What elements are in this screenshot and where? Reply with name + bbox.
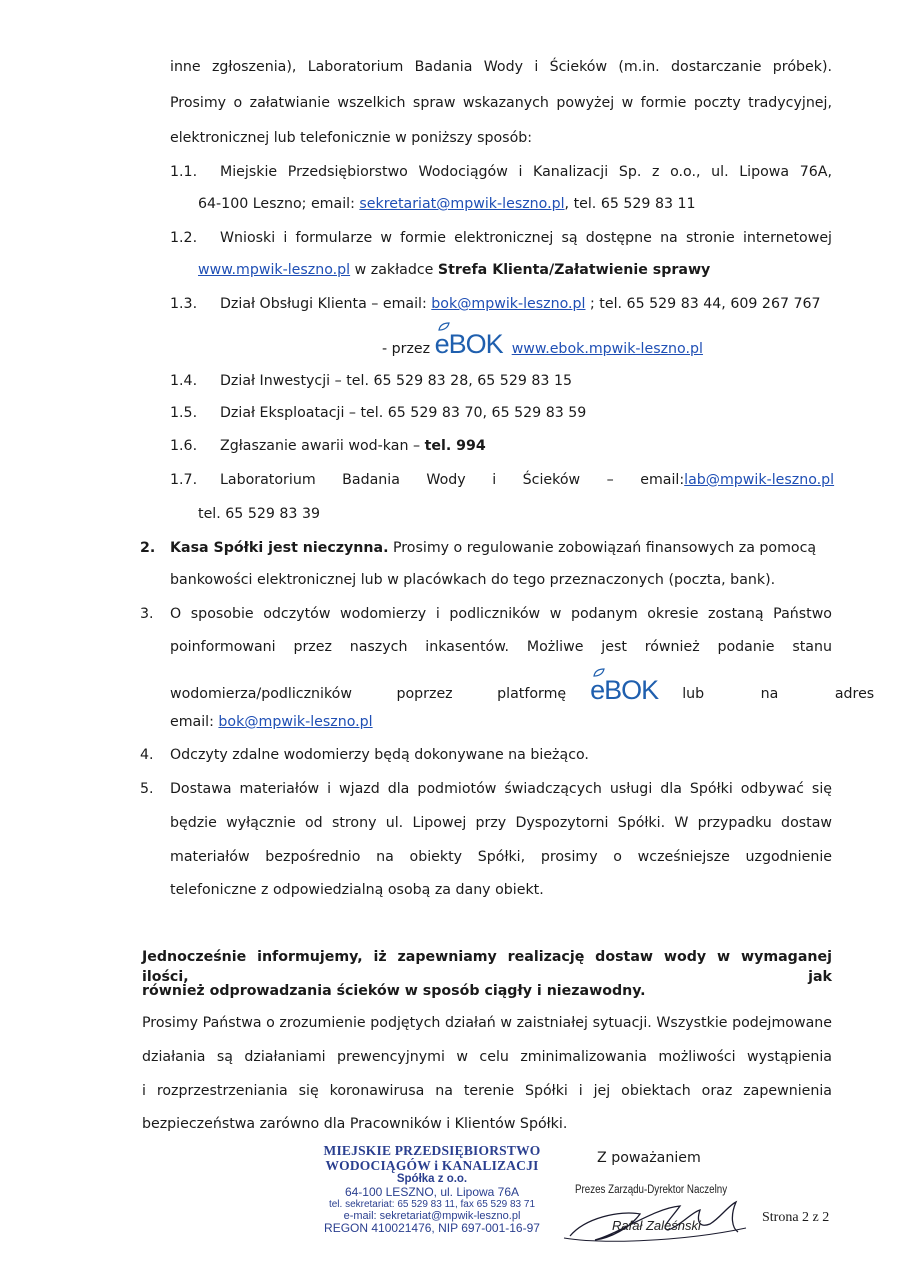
item-number: 4. (140, 747, 154, 763)
stamp-line: 64-100 LESZNO, ul. Lipowa 76A (344, 1185, 520, 1199)
emergency-phone: tel. 994 (424, 438, 486, 454)
ebok-website-link[interactable]: www.ebok.mpwik-leszno.pl (511, 341, 703, 357)
item-1-2-line-2 (198, 260, 710, 280)
item-number: 1.4. (170, 373, 198, 389)
bok-email-link-2[interactable]: bok@mpwik-leszno.pl (218, 714, 373, 730)
item-5-line-1: Dostawa materiałów i wjazd dla podmiotów świadczących usługi dla Spółki odbywać się (170, 781, 832, 797)
intro-line-1: inne zgłoszenia), Laboratorium Badania Wody i Ścieków (m.in. dostarczanie próbek). (170, 59, 832, 75)
bok-email-link[interactable]: bok@mpwik-leszno.pl (431, 296, 586, 312)
closing-bold-line-1: Jednocześnie informujemy, iż zapewniamy realizację dostaw wody w wymaganej ilości, jak (142, 949, 832, 985)
company-stamp (312, 1143, 552, 1235)
lab-email-link[interactable]: lab@mpwik-leszno.pl (684, 472, 835, 488)
signature-title: Prezes Zarządu-Dyrektor Naczelny (575, 1184, 728, 1196)
closing-bold-line-2: również odprowadzania ścieków w sposób ciągły i niezawodny. (142, 983, 646, 999)
item-1-7-line-2: tel. 65 529 83 39 (198, 506, 321, 522)
ebok-logo-text: eBOK (590, 675, 659, 705)
ebok-logo-text: eBOK (434, 329, 503, 359)
signature-name: Rafał Zaleśński (612, 1218, 701, 1233)
item-1-1-line-1: Miejskie Przedsiębiorstwo Wodociągów i Kanalizacji Sp. z o.o., ul. Lipowa 76A, (220, 164, 832, 180)
text: email: (170, 714, 219, 730)
page-number: Strona 2 z 2 (762, 1210, 830, 1225)
closing-line-3: i rozprzestrzeniania się koronawirusa na terenie Spółki i jej obiektach oraz zapewnienia (142, 1083, 832, 1099)
item-number: 1.1. (170, 164, 198, 180)
stamp-line: Spółka z o.o. (396, 1173, 468, 1185)
item-5-line-2: będzie wyłącznie od strony ul. Lipowej przy Dyspozytorni Spółki. W przypadku dostaw (170, 815, 832, 831)
item-number: 1.6. (170, 438, 198, 454)
item-number: 1.3. (170, 296, 198, 312)
intro-line-3: elektronicznej lub telefonicznie w poniższy sposób: (170, 130, 533, 146)
regards: Z poważaniem (597, 1150, 701, 1166)
item-4: Odczyty zdalne wodomierzy będą dokonywane na bieżąco. (170, 747, 589, 763)
closing-line-1: Prosimy Państwa o zrozumienie podjętych działań w zaistniałej sytuacji. Wszystkie podejmowane (142, 1015, 832, 1031)
leaf-icon (438, 322, 450, 331)
text: Laboratorium Badania Wody i Ścieków – email: (220, 472, 685, 488)
intro-line-2: Prosimy o załatwianie wszelkich spraw wskazanych powyżej w formie poczty tradycyjnej, (170, 95, 832, 111)
item-1-2-line-1: Wnioski i formularze w formie elektronicznej są dostępne na stronie internetowej (220, 230, 832, 246)
item-1-7-line-1 (220, 470, 835, 490)
text: , tel. 65 529 83 11 (564, 196, 696, 212)
item-3-line-2: poinformowani przez naszych inkasentów. Możliwe jest również podanie stanu (170, 639, 832, 655)
text: w zakładce (350, 262, 438, 278)
text: Prosimy o regulowanie zobowiązań finansowych za pomocą (388, 540, 817, 556)
text: 64-100 Leszno; email: (198, 196, 360, 212)
closing-line-2: działania są działaniami prewencyjnymi w celu zminimalizowania możliwości wystąpienia (142, 1049, 832, 1065)
stamp-line: e-mail: sekretariat@mpwik-leszno.pl (343, 1210, 521, 1222)
item-number: 2. (140, 540, 156, 556)
item-number: 3. (140, 606, 154, 622)
item-5-line-3: materiałów bezpośrednio na obiekty Spółki, prosimy o wcześniejsze uzgodnienie (170, 849, 832, 865)
item-3-line-3 (170, 675, 875, 705)
text: wodomierza/podliczników poprzez platformę (170, 686, 567, 702)
item-1-6 (220, 436, 486, 456)
stamp-line: MIEJSKIE PRZEDSIĘBIORSTWO (323, 1143, 541, 1158)
item-1-3-line-1 (220, 294, 821, 314)
client-zone-label: Strefa Klienta/Załatwienie sprawy (437, 262, 711, 278)
item-2-line-2: bankowości elektronicznej lub w placówkach do tego przeznaczonych (poczta, bank). (170, 572, 776, 588)
text: - przez (382, 341, 435, 357)
item-3-line-1: O sposobie odczytów wodomierzy i podliczników w podanym okresie zostaną Państwo (170, 606, 832, 622)
item-1-1-line-2 (198, 194, 696, 214)
item-number: 1.7. (170, 472, 198, 488)
item-number: 1.2. (170, 230, 198, 246)
ebok-logo (435, 330, 503, 358)
leaf-icon (593, 668, 605, 677)
item-1-5: Dział Eksploatacji – tel. 65 529 83 70, 65 529 83 59 (220, 405, 587, 421)
item-5-line-4: telefoniczne z odpowiedzialną osobą za dany obiekt. (170, 882, 544, 898)
stamp-line: REGON 410021476, NIP 697-001-16-97 (324, 1221, 540, 1235)
closing-line-4: bezpieczeństwa zarówno dla Pracowników i Klientów Spółki. (142, 1116, 568, 1132)
website-link[interactable]: www.mpwik-leszno.pl (198, 262, 351, 278)
item-1-3-line-2 (382, 330, 703, 363)
sekretariat-email-link[interactable]: sekretariat@mpwik-leszno.pl (359, 196, 565, 212)
item-number: 5. (140, 781, 154, 797)
item-3-line-4 (170, 712, 373, 732)
ebok-logo (590, 676, 658, 704)
stamp-line: WODOCIĄGÓW i KANALIZACJI (325, 1158, 539, 1173)
stamp-line: tel. sekretariat: 65 529 83 11, fax 65 529 83 71 (328, 1199, 536, 1210)
text: lub na adres (682, 686, 875, 702)
item-number: 1.5. (170, 405, 198, 421)
item-1-4: Dział Inwestycji – tel. 65 529 83 28, 65 529 83 15 (220, 373, 573, 389)
cashier-closed-notice: Kasa Spółki jest nieczynna. (170, 540, 389, 556)
item-2-line-1 (170, 538, 832, 558)
text: ; tel. 65 529 83 44, 609 267 767 (585, 296, 821, 312)
text: Zgłaszanie awarii wod-kan – (220, 438, 425, 454)
text: Dział Obsługi Klienta – email: (220, 296, 432, 312)
